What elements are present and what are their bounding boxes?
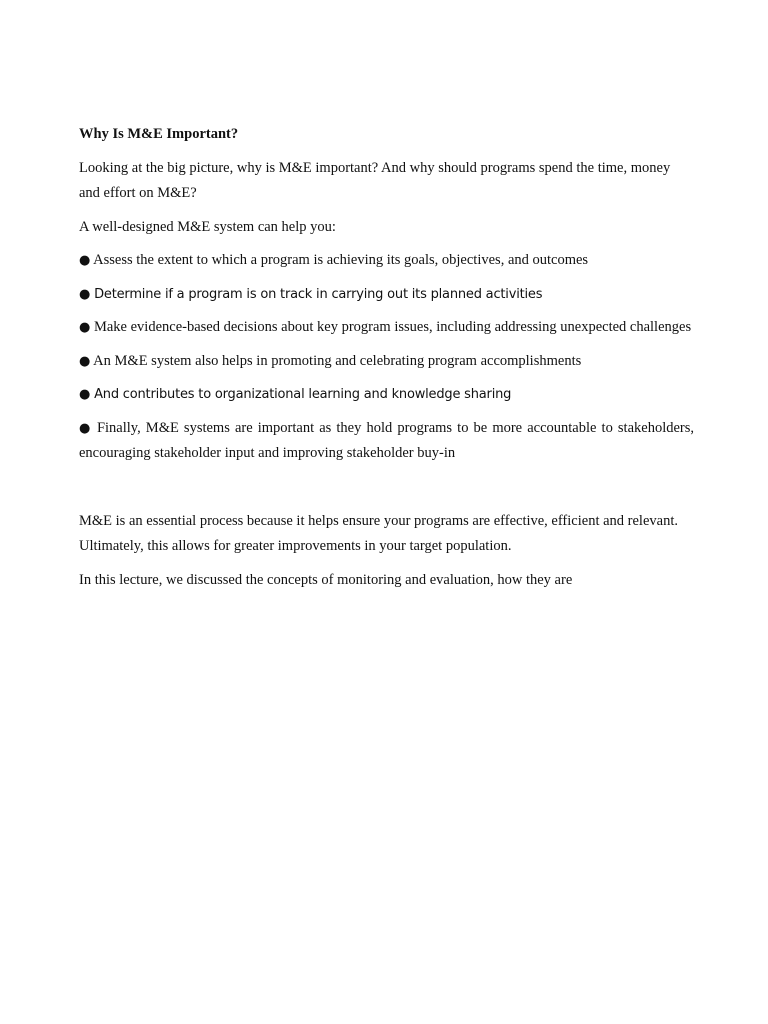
bullet-dot-icon: ● <box>79 320 91 335</box>
bullet-item <box>79 315 694 341</box>
bullet-item <box>79 282 694 308</box>
bullet-dot-icon: ● <box>79 387 91 402</box>
bullet-item <box>79 382 694 408</box>
bullet-item <box>79 248 694 274</box>
bullet-text: Finally, M&E systems are important as they hold programs to be more accountable to stakeholders, encouraging stakeholder input and improving stakeholder buy-in <box>79 419 695 461</box>
bullet-text: Determine if a program is on track in carrying out its planned activities <box>94 286 543 302</box>
lead-in-paragraph: A well-designed M&E system can help you: <box>79 218 336 235</box>
bullet-text: Assess the extent to which a program is achieving its goals, objectives, and outcomes <box>93 252 589 268</box>
bullet-dot-icon: ● <box>79 253 91 268</box>
section-heading: Why Is M&E Important? <box>79 126 239 142</box>
bullet-text: And contributes to organizational learning and knowledge sharing <box>94 387 512 402</box>
final-paragraph: In this lecture, we discussed the concepts of monitoring and evaluation, how they are <box>79 571 573 588</box>
document-body <box>79 122 694 601</box>
bullet-text: Make evidence-based decisions about key program issues, including addressing unexpected challenges <box>93 319 692 335</box>
paragraph-spacer <box>79 475 694 509</box>
bullet-item <box>79 416 694 467</box>
intro-paragraph: Looking at the big picture, why is M&E important? And why should programs spend the time, money and effort on M&E? <box>79 159 671 201</box>
bullet-text: An M&E system also helps in promoting and celebrating program accomplishments <box>93 352 582 369</box>
bullet-dot-icon: ● <box>79 420 92 436</box>
bullet-dot-icon: ● <box>79 353 91 369</box>
bullet-item <box>79 349 694 375</box>
closing-paragraph: M&E is an essential process because it helps ensure your programs are effective, efficient and relevant. Ultimately, this allows for greater improvements in your target population. <box>79 512 678 554</box>
bullet-dot-icon: ● <box>79 286 91 302</box>
